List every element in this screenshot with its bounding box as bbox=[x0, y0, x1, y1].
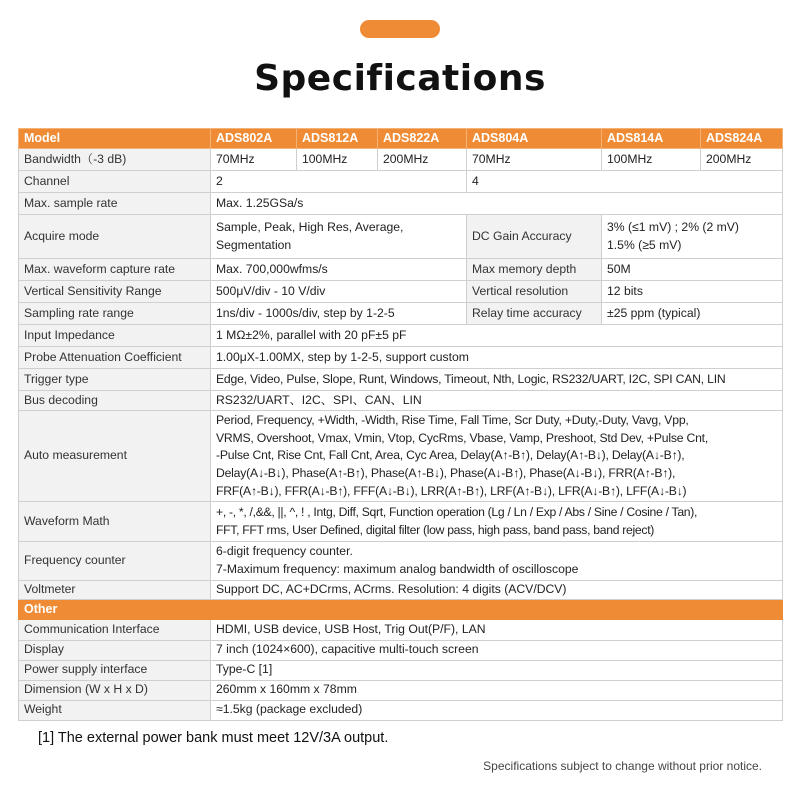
decorative-accent-bar bbox=[360, 20, 440, 38]
row-label: Weight bbox=[19, 700, 211, 720]
footnote: [1] The external power bank must meet 12V/3A output. bbox=[38, 730, 389, 746]
section-header-other bbox=[19, 599, 783, 619]
value-line: Segmentation bbox=[216, 237, 292, 252]
disclaimer-notice: Specifications subject to change without prior notice. bbox=[483, 759, 762, 773]
row-value bbox=[211, 411, 783, 502]
table-row bbox=[19, 259, 783, 281]
model-name: ADS824A bbox=[701, 129, 783, 149]
table-row bbox=[19, 303, 783, 325]
row-label: Waveform Math bbox=[19, 502, 211, 542]
row-value: ≈1.5kg (package excluded) bbox=[211, 700, 783, 720]
row-value: Max. 700,000wfms/s bbox=[211, 259, 467, 281]
model-name: ADS812A bbox=[297, 129, 378, 149]
value-line: Sample, Peak, High Res, Average, bbox=[216, 219, 404, 234]
row-value: 4 bbox=[467, 171, 783, 193]
table-row bbox=[19, 391, 783, 411]
row-label: Communication Interface bbox=[19, 619, 211, 640]
value-line: -Pulse Cnt, Rise Cnt, Fall Cnt, Area, Cyc Area, Delay(A↑-B↑), Delay(A↑-B↓), Delay(A↓-B↑), bbox=[216, 448, 685, 463]
table-row bbox=[19, 411, 783, 502]
table-row bbox=[19, 700, 783, 720]
model-name: ADS822A bbox=[378, 129, 467, 149]
row-value: 1.00μX-1.00MX, step by 1-2-5, support custom bbox=[211, 347, 783, 369]
row-value: 260mm x 160mm x 78mm bbox=[211, 680, 783, 700]
row-value: 1ns/div - 1000s/div, step by 1-2-5 bbox=[211, 303, 467, 325]
row-value: 50M bbox=[602, 259, 783, 281]
table-row bbox=[19, 215, 783, 259]
row-value bbox=[211, 215, 467, 259]
row-label: Auto measurement bbox=[19, 411, 211, 502]
row-label: Power supply interface bbox=[19, 660, 211, 680]
model-name: ADS814A bbox=[602, 129, 701, 149]
row-label: Max memory depth bbox=[467, 259, 602, 281]
row-value: 1 MΩ±2%, parallel with 20 pF±5 pF bbox=[211, 325, 783, 347]
row-value: 200MHz bbox=[378, 149, 467, 171]
table-row bbox=[19, 171, 783, 193]
section-title: Other bbox=[19, 599, 783, 619]
table-row bbox=[19, 619, 783, 640]
row-label: Bandwidth（-3 dB) bbox=[19, 149, 211, 171]
row-value bbox=[211, 542, 783, 580]
value-line: VRMS, Overshoot, Vmax, Vmin, Vtop, CycRms, Vbase, Vamp, Preshoot, Std Dev, +Pulse Cnt, bbox=[216, 430, 709, 445]
row-value: 2 bbox=[211, 171, 467, 193]
row-label: Probe Attenuation Coefficient bbox=[19, 347, 211, 369]
value-line: 1.5% (≥5 mV) bbox=[607, 237, 682, 252]
value-line: FRF(A↑-B↓), FFR(A↓-B↑), FFF(A↓-B↓), LRR(A↑-B↑), LRF(A↑-B↓), LFR(A↓-B↑), LFF(A↓-B↓) bbox=[216, 483, 687, 498]
value-line: 3% (≤1 mV) ; 2% (2 mV) bbox=[607, 219, 739, 234]
row-value: Edge, Video, Pulse, Slope, Runt, Windows, Timeout, Nth, Logic, RS232/UART, I2C, SPI CAN, LIN bbox=[211, 369, 783, 391]
row-label: Frequency counter bbox=[19, 542, 211, 580]
row-label: Voltmeter bbox=[19, 580, 211, 599]
table-row bbox=[19, 502, 783, 542]
row-label: Trigger type bbox=[19, 369, 211, 391]
row-value: Max. 1.25GSa/s bbox=[211, 193, 783, 215]
row-label: Vertical resolution bbox=[467, 281, 602, 303]
table-row bbox=[19, 347, 783, 369]
table-row bbox=[19, 325, 783, 347]
table-row bbox=[19, 580, 783, 599]
row-label: Relay time accuracy bbox=[467, 303, 602, 325]
row-value: 200MHz bbox=[701, 149, 783, 171]
row-value: RS232/UART、I2C、SPI、CAN、LIN bbox=[211, 391, 783, 411]
row-label: Bus decoding bbox=[19, 391, 211, 411]
specifications-table bbox=[18, 128, 783, 721]
row-value: Support DC, AC+DCrms, ACrms. Resolution: 4 digits (ACV/DCV) bbox=[211, 580, 783, 599]
row-label: DC Gain Accuracy bbox=[467, 215, 602, 259]
row-value: 100MHz bbox=[297, 149, 378, 171]
row-value: 12 bits bbox=[602, 281, 783, 303]
value-line: Period, Frequency, +Width, -Width, Rise Time, Fall Time, Scr Duty, +Duty,-Duty, Vavg, Vpp, bbox=[216, 413, 689, 427]
model-name: ADS804A bbox=[467, 129, 602, 149]
row-label: Display bbox=[19, 640, 211, 660]
model-label: Model bbox=[19, 129, 211, 149]
row-label: Channel bbox=[19, 171, 211, 193]
value-line: 7-Maximum frequency: maximum analog bandwidth of oscilloscope bbox=[216, 562, 579, 577]
value-line: +, -, *, /,&&, ||, ^, ! , Intg, Diff, Sqrt, Function operation (Lg / Ln / Exp / Abs / Sine / Cosine / Tan), bbox=[216, 505, 698, 520]
table-row bbox=[19, 680, 783, 700]
row-value bbox=[602, 215, 783, 259]
model-header-row bbox=[19, 129, 783, 149]
row-label: Acquire mode bbox=[19, 215, 211, 259]
row-label: Max. sample rate bbox=[19, 193, 211, 215]
row-value: 100MHz bbox=[602, 149, 701, 171]
table-row bbox=[19, 660, 783, 680]
table-row bbox=[19, 542, 783, 580]
value-line: 6-digit frequency counter. bbox=[216, 544, 353, 559]
value-line: FFT, FFT rms, User Defined, digital filter (low pass, high pass, band pass, band reject) bbox=[216, 522, 655, 537]
row-value bbox=[211, 502, 783, 542]
model-name: ADS802A bbox=[211, 129, 297, 149]
table-row bbox=[19, 369, 783, 391]
row-value: 70MHz bbox=[467, 149, 602, 171]
row-label: Input Impedance bbox=[19, 325, 211, 347]
page-title: Specifications bbox=[254, 58, 546, 99]
row-value: 7 inch (1024×600), capacitive multi-touch screen bbox=[211, 640, 783, 660]
row-label: Max. waveform capture rate bbox=[19, 259, 211, 281]
table-row bbox=[19, 281, 783, 303]
row-label: Dimension (W x H x D) bbox=[19, 680, 211, 700]
row-value: 70MHz bbox=[211, 149, 297, 171]
row-value: 500μV/div - 10 V/div bbox=[211, 281, 467, 303]
row-value: Type-C [1] bbox=[211, 660, 783, 680]
row-value: HDMI, USB device, USB Host, Trig Out(P/F), LAN bbox=[211, 619, 783, 640]
table-row bbox=[19, 640, 783, 660]
table-row bbox=[19, 193, 783, 215]
value-line: Delay(A↓-B↓), Phase(A↑-B↑), Phase(A↑-B↓), Phase(A↓-B↑), Phase(A↓-B↓), FRR(A↑-B↑), bbox=[216, 466, 676, 481]
row-value: ±25 ppm (typical) bbox=[602, 303, 783, 325]
row-label: Vertical Sensitivity Range bbox=[19, 281, 211, 303]
row-label: Sampling rate range bbox=[19, 303, 211, 325]
table-row bbox=[19, 149, 783, 171]
